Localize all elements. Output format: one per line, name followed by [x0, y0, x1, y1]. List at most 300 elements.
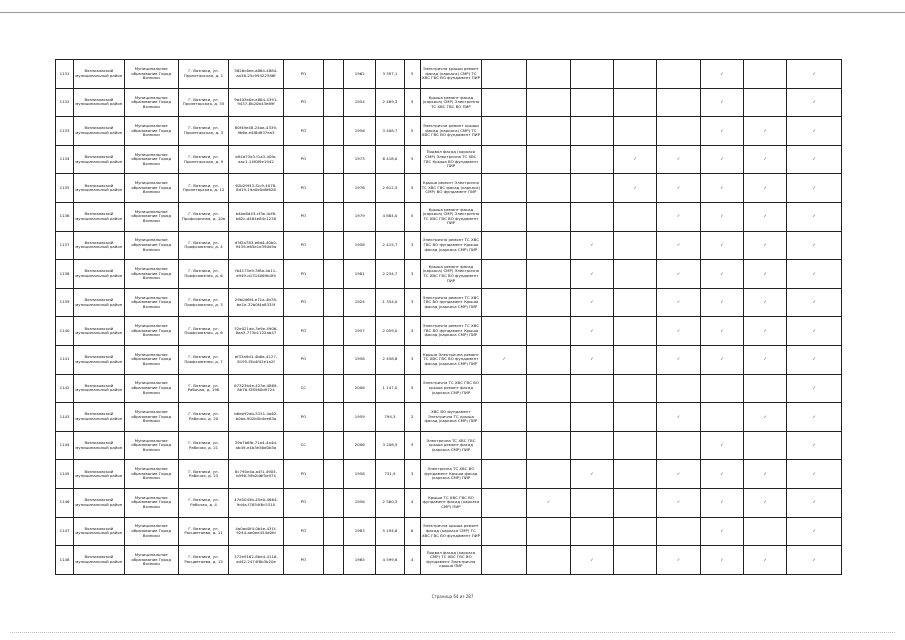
checkmark-icon: ✓ — [812, 184, 816, 190]
table-row — [56, 374, 842, 403]
blank-cell — [323, 403, 343, 432]
address-cell: Г. Вязники, ул. Пролетарская, д. 1 — [178, 60, 228, 89]
checkmark-icon: ✓ — [677, 242, 681, 248]
check-cell — [527, 374, 570, 403]
district-cell: Вязниковский муниципальный район — [74, 231, 124, 260]
check-cell — [527, 202, 570, 231]
row-number: 1144 — [56, 431, 74, 460]
check-cell — [700, 546, 743, 575]
check-cell — [744, 145, 787, 174]
row-number: 1141 — [56, 345, 74, 374]
blank-cell — [323, 88, 343, 117]
year-cell: 1958 — [344, 231, 376, 260]
checkmark-icon: ✓ — [812, 242, 816, 248]
check-cell — [527, 317, 570, 346]
area-cell: 3 408,7 — [376, 117, 404, 146]
row-number: 1146 — [56, 488, 74, 517]
district-cell: Вязниковский муниципальный район — [74, 460, 124, 489]
floors-cell: 4 — [404, 546, 420, 575]
check-cell — [700, 145, 743, 174]
check-cell — [482, 202, 527, 231]
guid-cell: b6eb92ab-5151-4a62-b0ba-902b5b4ee63a — [229, 403, 283, 432]
checkmark-icon: ✓ — [590, 270, 594, 276]
ownership-type-cell: РО — [283, 202, 323, 231]
year-cell: 1965 — [344, 546, 376, 575]
checkmark-icon: ✓ — [590, 327, 594, 333]
row-number: 1138 — [56, 260, 74, 289]
table-row — [56, 460, 842, 489]
floors-cell: 5 — [404, 202, 420, 231]
check-cell — [744, 403, 787, 432]
check-cell — [527, 460, 570, 489]
ownership-type-cell: РО — [283, 488, 323, 517]
check-cell — [570, 145, 613, 174]
municipality-cell: Муниципальное образование Город Вязники — [124, 260, 178, 289]
checkmark-icon: ✓ — [677, 156, 681, 162]
district-cell: Вязниковский муниципальный район — [74, 88, 124, 117]
works-cell: Крыша ремонт фасад (каркаса) СМР) Электрична ТС ХВС ГВС ВО ПИР — [420, 88, 481, 117]
check-cell — [700, 403, 743, 432]
floors-cell: 5 — [404, 145, 420, 174]
checkmark-icon: ✓ — [547, 499, 551, 505]
check-cell — [527, 260, 570, 289]
guid-cell: 4a0ad0f4-0b4e-431f-9244-ae0ee454d0fd — [229, 517, 283, 546]
address-cell: Г. Вязники, ул. Профсоюзная, д. 7 — [178, 345, 228, 374]
check-cell — [700, 488, 743, 517]
check-cell — [787, 145, 842, 174]
area-cell: 2 415,7 — [376, 231, 404, 260]
check-cell — [657, 345, 700, 374]
ownership-type-cell: РО — [283, 60, 323, 89]
check-cell — [657, 145, 700, 174]
district-cell: Вязниковский муниципальный район — [74, 145, 124, 174]
floors-cell: 5 — [404, 88, 420, 117]
guid-cell: 80f49e48-24aa-4339-9b6e-e4f8d837ea3 — [229, 117, 283, 146]
checkmark-icon: ✓ — [720, 556, 724, 562]
year-cell: 1962 — [344, 60, 376, 89]
check-cell — [482, 145, 527, 174]
check-cell — [570, 431, 613, 460]
checkmark-icon: ✓ — [812, 556, 816, 562]
municipality-cell: Муниципальное образование Город Вязники — [124, 288, 178, 317]
check-cell — [744, 460, 787, 489]
guid-cell: fb4175e9-3f8a-4b11-a949-d1314069b4f4 — [229, 260, 283, 289]
blank-cell — [323, 546, 343, 575]
check-cell — [787, 88, 842, 117]
checkmark-icon: ✓ — [677, 413, 681, 419]
municipality-cell: Муниципальное образование Город Вязники — [124, 145, 178, 174]
guid-cell: 8c790e4a-a4f1-4905-b996-39b2d6f5e974 — [229, 460, 283, 489]
guid-cell: 52e021ab-3e9e-4906-8aa3-773b1122ab47 — [229, 317, 283, 346]
blank-cell — [323, 117, 343, 146]
guid-cell: 29b0d6f4-e71a-4b78-be1e-32b0f4a8335f — [229, 288, 283, 317]
check-cell — [657, 260, 700, 289]
bottom-noise-line — [10, 632, 895, 636]
check-cell — [482, 288, 527, 317]
check-cell — [527, 174, 570, 203]
check-cell — [527, 345, 570, 374]
checkmark-icon: ✓ — [677, 270, 681, 276]
district-cell: Вязниковский муниципальный район — [74, 60, 124, 89]
checkmark-icon: ✓ — [763, 127, 767, 133]
table-row — [56, 260, 842, 289]
row-number: 1131 — [56, 60, 74, 89]
checkmark-icon: ✓ — [677, 299, 681, 305]
check-cell — [527, 288, 570, 317]
checkmark-icon: ✓ — [590, 356, 594, 362]
address-cell: Г. Вязники, ул. Профсоюзная, д. 6 — [178, 317, 228, 346]
check-cell — [614, 202, 657, 231]
check-cell — [482, 403, 527, 432]
check-cell — [744, 517, 787, 546]
check-cell — [657, 88, 700, 117]
check-cell — [527, 517, 570, 546]
works-cell: Электрична ремонт ТС ХВС ГВС ВО фундамент Крыша фасад (каркаса СМР) ПИР — [420, 231, 481, 260]
checkmark-icon: ✓ — [720, 270, 724, 276]
checkmark-icon: ✓ — [763, 299, 767, 305]
year-cell: 1983 — [344, 517, 376, 546]
address-cell: Г. Вязники, ул. Пролетарская, д. 12 — [178, 174, 228, 203]
district-cell: Вязниковский муниципальный район — [74, 374, 124, 403]
floors-cell: 5 — [404, 431, 420, 460]
check-cell — [527, 431, 570, 460]
checkmark-icon: ✓ — [763, 327, 767, 333]
guid-cell: d3f2a783-e6d4-40b0-9439-e65e1e390d5a — [229, 231, 283, 260]
works-cell: Крыша ремонт фасад (каркаса) СМР) Электрична ТС ХВС ГВС ВО фундамент ПИР — [420, 260, 481, 289]
year-cell: 1956 — [344, 488, 376, 517]
check-cell — [570, 517, 613, 546]
checkmark-icon: ✓ — [720, 299, 724, 305]
municipality-cell: Муниципальное образование Город Вязники — [124, 517, 178, 546]
check-cell — [657, 546, 700, 575]
row-number: 1133 — [56, 117, 74, 146]
checkmark-icon: ✓ — [677, 556, 681, 562]
district-cell: Вязниковский муниципальный район — [74, 345, 124, 374]
check-cell — [700, 231, 743, 260]
checkmark-icon: ✓ — [720, 442, 724, 448]
area-cell: 2 612,5 — [376, 174, 404, 203]
year-cell: 1957 — [344, 317, 376, 346]
checkmark-icon: ✓ — [720, 184, 724, 190]
municipality-cell: Муниципальное образование Город Вязники — [124, 174, 178, 203]
check-cell — [700, 260, 743, 289]
check-cell — [570, 403, 613, 432]
check-cell — [570, 88, 613, 117]
checkmark-icon: ✓ — [502, 356, 506, 362]
page-footer: Страница 64 из 287 — [431, 594, 474, 599]
check-cell — [482, 546, 527, 575]
guid-cell: b94d73e3-f1a3-40fa-aac1-14f0f9e1942 — [229, 145, 283, 174]
table-row — [56, 88, 842, 117]
top-rule — [0, 12, 905, 13]
table-row — [56, 202, 842, 231]
check-cell — [614, 345, 657, 374]
check-cell — [570, 460, 613, 489]
district-cell: Вязниковский муниципальный район — [74, 260, 124, 289]
area-cell: 2 458,8 — [376, 345, 404, 374]
checkmark-icon: ✓ — [763, 470, 767, 476]
check-cell — [700, 60, 743, 89]
table-row — [56, 517, 842, 546]
district-cell: Вязниковский муниципальный район — [74, 317, 124, 346]
checkmark-icon: ✓ — [720, 242, 724, 248]
checkmark-icon: ✓ — [720, 499, 724, 505]
address-cell: Г. Вязники, ул. Рабочая, д. 20 — [178, 403, 228, 432]
works-cell: Крыша ТС ХВС ГВС ВО фундамент фасад (каркаса СМР) ПИР — [420, 488, 481, 517]
check-cell — [787, 174, 842, 203]
checkmark-icon: ✓ — [720, 156, 724, 162]
checkmark-icon: ✓ — [812, 127, 816, 133]
check-cell — [657, 174, 700, 203]
check-cell — [570, 260, 613, 289]
checkmark-icon: ✓ — [812, 299, 816, 305]
blank-cell — [323, 345, 343, 374]
check-cell — [614, 460, 657, 489]
check-cell — [614, 145, 657, 174]
check-cell — [614, 231, 657, 260]
checkmark-icon: ✓ — [812, 442, 816, 448]
checkmark-icon: ✓ — [590, 242, 594, 248]
housing-register-table — [55, 59, 842, 575]
check-cell — [787, 60, 842, 89]
check-cell — [657, 374, 700, 403]
table-row — [56, 317, 842, 346]
check-cell — [787, 488, 842, 517]
ownership-type-cell: РО — [283, 117, 323, 146]
year-cell: 1973 — [344, 145, 376, 174]
check-cell — [787, 288, 842, 317]
works-cell: Электрична ТС ХВС ВО фундамент Крыша фасад (каркаса СМР) ПИР — [420, 460, 481, 489]
check-cell — [787, 202, 842, 231]
municipality-cell: Муниципальное образование Город Вязники — [124, 374, 178, 403]
works-cell: Электрична крыша ремонт фасад (каркаса СМР) ТС ХВС ГВС ВО фундамент ПИР — [420, 517, 481, 546]
check-cell — [570, 374, 613, 403]
guid-cell: 47d5045b-45e0-4664-9d4a-f7654f6c5310 — [229, 488, 283, 517]
check-cell — [570, 546, 613, 575]
blank-cell — [323, 174, 343, 203]
table-row — [56, 145, 842, 174]
row-number: 1134 — [56, 145, 74, 174]
check-cell — [787, 517, 842, 546]
row-number: 1140 — [56, 317, 74, 346]
row-number: 1145 — [56, 460, 74, 489]
table-row — [56, 60, 842, 89]
works-cell: Электрична ремонт ТС ХВС ГВС ВО фундамент Крыша фасад (каркаса СМР) ПИР — [420, 317, 481, 346]
table-row — [56, 345, 842, 374]
year-cell: 2006 — [344, 374, 376, 403]
check-cell — [527, 546, 570, 575]
check-cell — [614, 174, 657, 203]
address-cell: Г. Вязники, ул. Расцветаева, д. 15 — [178, 546, 228, 575]
check-cell — [700, 431, 743, 460]
floors-cell: 2 — [404, 403, 420, 432]
check-cell — [700, 345, 743, 374]
district-cell: Вязниковский муниципальный район — [74, 431, 124, 460]
ownership-type-cell: СС — [283, 374, 323, 403]
check-cell — [614, 260, 657, 289]
works-cell: Электрична крыши ремонт фасад (каркаса) СМР) ТС ХВС ГВС ВО фундамент ПИР — [420, 60, 481, 89]
check-cell — [787, 345, 842, 374]
check-cell — [657, 403, 700, 432]
checkmark-icon: ✓ — [720, 327, 724, 333]
checkmark-icon: ✓ — [812, 70, 816, 76]
municipality-cell: Муниципальное образование Город Вязники — [124, 460, 178, 489]
works-cell: Электрична ТС ХВС ГВС ВО крыша ремонт фасад (каркаса СМР) ПИР — [420, 374, 481, 403]
check-cell — [700, 88, 743, 117]
table-row — [56, 174, 842, 203]
check-cell — [614, 117, 657, 146]
checkmark-icon: ✓ — [677, 213, 681, 219]
blank-cell — [323, 317, 343, 346]
row-number: 1139 — [56, 288, 74, 317]
checkmark-icon: ✓ — [720, 99, 724, 105]
district-cell: Вязниковский муниципальный район — [74, 202, 124, 231]
check-cell — [744, 345, 787, 374]
blank-cell — [323, 288, 343, 317]
check-cell — [570, 117, 613, 146]
check-cell — [657, 117, 700, 146]
year-cell: 1959 — [344, 403, 376, 432]
address-cell: Г. Вязники, ул. Расцветаева, д. 11 — [178, 517, 228, 546]
area-cell: 731,9 — [376, 460, 404, 489]
table-row — [56, 288, 842, 317]
check-cell — [744, 288, 787, 317]
check-cell — [657, 460, 700, 489]
district-cell: Вязниковский муниципальный район — [74, 117, 124, 146]
area-cell: 2 560,5 — [376, 488, 404, 517]
year-cell: 1976 — [344, 174, 376, 203]
address-cell: Г. Вязники, ул. Рабочая, д. 4 — [178, 488, 228, 517]
check-cell — [482, 231, 527, 260]
guid-cell: 62b29f43-f1c9-4078-8d19-19a0e0d8f626 — [229, 174, 283, 203]
check-cell — [570, 60, 613, 89]
checkmark-icon: ✓ — [720, 70, 724, 76]
area-cell: 794,3 — [376, 403, 404, 432]
floors-cell: 3 — [404, 317, 420, 346]
checkmark-icon: ✓ — [720, 213, 724, 219]
check-cell — [787, 403, 842, 432]
check-cell — [787, 317, 842, 346]
floors-cell: 5 — [404, 174, 420, 203]
area-cell: 4 884,0 — [376, 202, 404, 231]
area-cell: 2 234,7 — [376, 260, 404, 289]
check-cell — [744, 488, 787, 517]
blank-cell — [323, 145, 343, 174]
district-cell: Вязниковский муниципальный район — [74, 488, 124, 517]
works-cell: Крыша ремонт Электрична ТС ХВС ГВС фасад (каркаса) СМР) ВО фундамент ПИР — [420, 174, 481, 203]
area-cell: 3 208,5 — [376, 431, 404, 460]
address-cell: Г. Вязники, ул. Профсоюзная, д. 4 — [178, 231, 228, 260]
check-cell — [527, 88, 570, 117]
guid-cell: b4be8d43-cf3e-4cf8-b62c-d484e84c1238 — [229, 202, 283, 231]
address-cell: Г. Вязники, ул. Профсоюзная, д. 6 — [178, 260, 228, 289]
address-cell: Г. Вязники, ул. Профсоюзная, д. 10а — [178, 202, 228, 231]
check-cell — [482, 460, 527, 489]
check-cell — [614, 60, 657, 89]
row-number: 1147 — [56, 517, 74, 546]
municipality-cell: Муниципальное образование Город Вязники — [124, 231, 178, 260]
ownership-type-cell: РО — [283, 345, 323, 374]
table-row — [56, 403, 842, 432]
blank-cell — [323, 517, 343, 546]
check-cell — [787, 460, 842, 489]
check-cell — [744, 174, 787, 203]
check-cell — [482, 88, 527, 117]
checkmark-icon: ✓ — [812, 327, 816, 333]
checkmark-icon: ✓ — [812, 528, 816, 533]
blank-cell — [323, 231, 343, 260]
table-body — [56, 60, 842, 575]
checkmark-icon: ✓ — [812, 499, 816, 505]
blank-cell — [323, 488, 343, 517]
guid-cell: bf33a9d1-4b6a-4127-8195-f5b4f42e1a2f — [229, 345, 283, 374]
check-cell — [744, 260, 787, 289]
district-cell: Вязниковский муниципальный район — [74, 517, 124, 546]
check-cell — [570, 231, 613, 260]
check-cell — [657, 202, 700, 231]
check-cell — [614, 488, 657, 517]
check-cell — [744, 88, 787, 117]
checkmark-icon: ✓ — [720, 528, 724, 533]
checkmark-icon: ✓ — [677, 356, 681, 362]
check-cell — [614, 546, 657, 575]
municipality-cell: Муниципальное образование Город Вязники — [124, 88, 178, 117]
ownership-type-cell: РО — [283, 231, 323, 260]
checkmark-icon: ✓ — [763, 556, 767, 562]
district-cell: Вязниковский муниципальный район — [74, 546, 124, 575]
blank-cell — [323, 260, 343, 289]
municipality-cell: Муниципальное образование Город Вязники — [124, 546, 178, 575]
district-cell: Вязниковский муниципальный район — [74, 288, 124, 317]
check-cell — [527, 60, 570, 89]
municipality-cell: Муниципальное образование Город Вязники — [124, 488, 178, 517]
municipality-cell: Муниципальное образование Город Вязники — [124, 317, 178, 346]
municipality-cell: Муниципальное образование Город Вязники — [124, 431, 178, 460]
table-row — [56, 231, 842, 260]
floors-cell: 3 — [404, 288, 420, 317]
works-cell: Подвал фасад (каркаса СМР) ТС ХВС ГВС ВО фундамент Электрична крыша ПИР — [420, 546, 481, 575]
check-cell — [657, 231, 700, 260]
check-cell — [527, 231, 570, 260]
address-cell: Г. Вязники, ул. Профсоюзная, д. 3 — [178, 288, 228, 317]
checkmark-icon: ✓ — [720, 356, 724, 362]
works-cell: Подвал фасад (каркаса СМР) Электрична ТС ХВС ГВС Крыша ВО фундамент ПИР — [420, 145, 481, 174]
check-cell — [700, 174, 743, 203]
address-cell: Г. Вязники, ул. Рабочая, д. 19Б — [178, 374, 228, 403]
year-cell: 1979 — [344, 202, 376, 231]
check-cell — [482, 374, 527, 403]
table-row — [56, 431, 842, 460]
blank-cell — [323, 202, 343, 231]
check-cell — [482, 345, 527, 374]
checkmark-icon: ✓ — [812, 413, 816, 419]
checkmark-icon: ✓ — [763, 213, 767, 219]
check-cell — [482, 431, 527, 460]
checkmark-icon: ✓ — [590, 556, 594, 562]
area-cell: 5 194,6 — [376, 517, 404, 546]
row-number: 1148 — [56, 546, 74, 575]
table-row — [56, 117, 842, 146]
check-cell — [787, 231, 842, 260]
checkmark-icon: ✓ — [677, 499, 681, 505]
row-number: 1137 — [56, 231, 74, 260]
check-cell — [570, 488, 613, 517]
year-cell: 1981 — [344, 260, 376, 289]
floors-cell: 3 — [404, 460, 420, 489]
ownership-type-cell: РО — [283, 460, 323, 489]
floors-cell: 3 — [404, 345, 420, 374]
guid-cell: 9a403e0e-a884-4391-9437-8b20b43e69f — [229, 88, 283, 117]
